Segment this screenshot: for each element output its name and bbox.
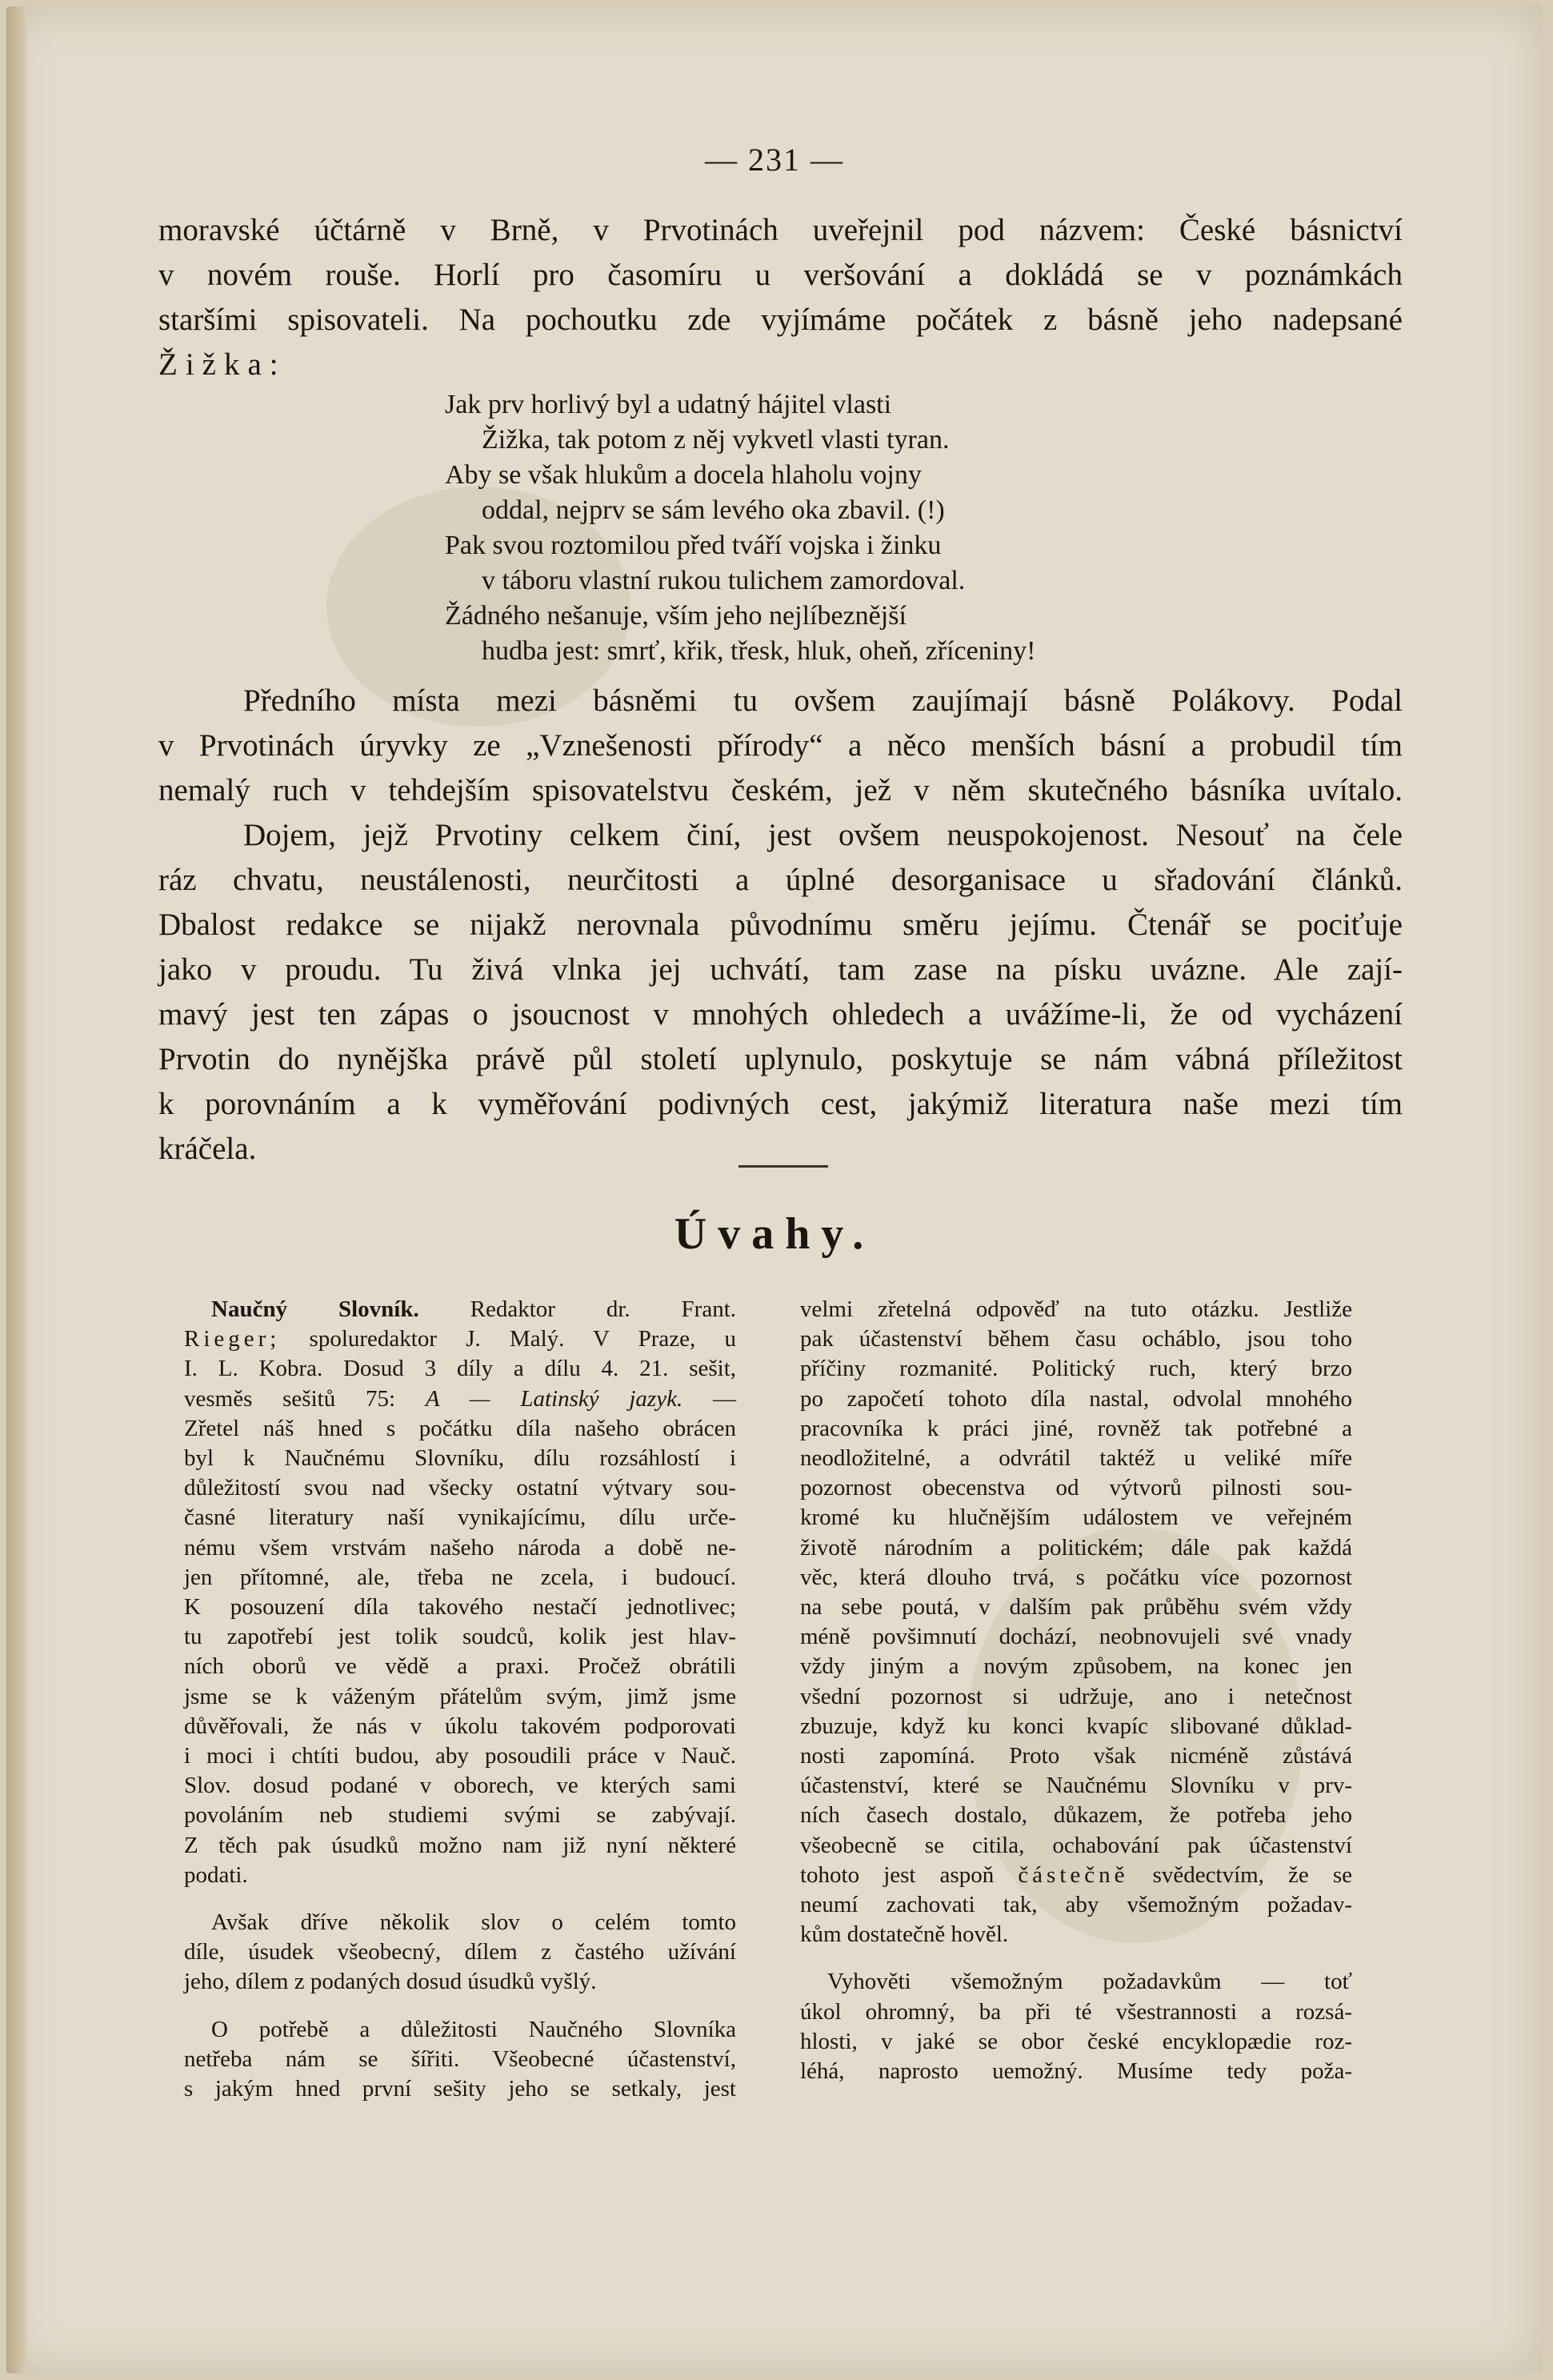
- text-line: Avšak dříve několik slov o celém tomto: [211, 1909, 736, 1936]
- text-line: zbuzuje, když ku konci kvapíc slibované důklad-: [800, 1713, 1352, 1739]
- text-span: —: [713, 1385, 736, 1412]
- text-span: částečně: [1018, 1861, 1129, 1888]
- text-line: v Prvotinách úryvky ze „Vznešenosti přírody“ a něco menších básní a probudil tím: [158, 728, 1403, 763]
- editor-name: Rieger;: [184, 1326, 281, 1352]
- text-line: K posouzení díla takového nestačí jednotlivec;: [184, 1594, 736, 1621]
- text-line: povoláním neb studiemi svými se zabývají.: [184, 1802, 736, 1829]
- text-line: příčiny rozmanité. Politický ruch, který brzo: [800, 1356, 1352, 1382]
- text-line: podati.: [184, 1861, 248, 1888]
- text-line: účastenství, které se Naučnému Slovníku v prv-: [800, 1773, 1352, 1799]
- paragraph-gap: [184, 1997, 736, 2015]
- paragraph-gap: [184, 1890, 736, 1908]
- text-line: tu zapotřebí jest tolik soudců, kolik jest hlav-: [184, 1624, 736, 1650]
- text-line: na sebe poutá, v dalším pak průběhu svém vždy: [800, 1594, 1352, 1621]
- text-line: neodložitelné, a odvrátil taktéž u veliké míře: [800, 1445, 1352, 1472]
- text-line: Vyhověti všemožným požadavkům — toť: [827, 1969, 1352, 1995]
- text-line: ních časech dostalo, důkazem, že potřeba jeho: [800, 1802, 1352, 1829]
- text-line: kům dostatečně hověl.: [800, 1921, 1009, 1948]
- page: [6, 6, 1543, 2374]
- text-line: [184, 1384, 736, 1414]
- text-span: tohoto jest aspoň: [800, 1861, 995, 1888]
- text-line: úkol ohromný, ba při té všestrannosti a rozsá-: [800, 1998, 1352, 2025]
- text-line: časné literatury naší vynikajícímu, dílu urče-: [184, 1505, 736, 1531]
- text-line: všední pozornost si udržuje, ano i netečnost: [800, 1683, 1352, 1709]
- poem-line: Žádného nešanuje, vším jeho nejlíbeznější: [445, 601, 907, 631]
- text-span: A — Latinský jazyk.: [425, 1385, 683, 1412]
- text-line: léhá, naprosto uemožný. Musíme tedy poža-: [800, 2058, 1352, 2085]
- intro-paragraph: [158, 208, 1403, 387]
- poem-line: hudba jest: smrť, křik, třesk, hluk, oheň, zříceniny!: [482, 636, 1036, 666]
- text-line: kromé ku hlučnějším událostem ve veřejném: [800, 1505, 1352, 1531]
- poem-line: Žižka, tak potom z něj vykvetl vlasti tyran.: [482, 425, 950, 455]
- paragraph-gap: [800, 1949, 1352, 1967]
- poem-line: oddal, nejprv se sám levého oka zbavil. (!): [482, 495, 945, 525]
- text-line: jako v proudu. Tu živá vlnka jej uchvátí, tam zase na písku uvázne. Ale zají-: [158, 952, 1403, 987]
- text-line: nému všem vrstvám našeho národa a době ne-: [184, 1534, 736, 1561]
- text-line: byl k Naučnému Slovníku, dílu rozsáhlostí i: [184, 1445, 736, 1472]
- text-line: Zřetel náš hned s počátku díla našeho obrácen: [184, 1415, 736, 1441]
- text-line: velmi zřetelná odpověď na tuto otázku. Jestliže: [800, 1296, 1352, 1322]
- text-line: ráz chvatu, neustálenosti, neurčitosti a úplné desorganisace u sřadování článků.: [158, 863, 1403, 897]
- text-line: méně povšimnutí dochází, neobnovujeli své vnady: [800, 1624, 1352, 1650]
- text-line: nosti zapomíná. Proto však nicméně zůstává: [800, 1743, 1352, 1769]
- text-span: svědectvím, že se: [1152, 1861, 1353, 1888]
- entry-title: Naučný Slovník.: [211, 1296, 419, 1322]
- text-line: moravské účtárně v Brně, v Prvotinách uveřejnil pod názvem: České básnictví: [158, 213, 1403, 247]
- text-line: Žižka:: [158, 347, 286, 382]
- text-line: v novém rouše. Horlí pro časomíru u veršování a dokládá se v poznámkách: [158, 258, 1403, 292]
- text-line: Slov. dosud podané v oborech, ve kterých sami: [184, 1773, 736, 1799]
- text-line: díle, úsudek všeobecný, dílem z častého užívání: [184, 1939, 736, 1965]
- section-title: Úvahy.: [674, 1209, 875, 1259]
- poem: [445, 387, 1245, 669]
- text-line: [184, 1324, 736, 1354]
- section-divider: [738, 1165, 828, 1168]
- poem-line: Jak prv horlivý byl a udatný hájitel vlasti: [445, 390, 892, 419]
- left-column: [184, 1295, 736, 2104]
- text-line: O potřebě a důležitosti Naučného Slovníka: [211, 2016, 736, 2042]
- poem-line: Pak svou roztomilou před tváří vojska i žinku: [445, 531, 942, 560]
- text-line: Prvotin do nynějška právě půl století uplynulo, poskytuje se nám vábná příležitost: [158, 1042, 1403, 1076]
- text-line: hlosti, v jaké se obor české encyklopædie roz-: [800, 2028, 1352, 2054]
- text-line: nemalý ruch v tehdejším spisovatelstvu českém, jež v něm skutečného básníka uvítalo.: [158, 773, 1403, 807]
- text-line: pracovníka k práci jiné, rovněž tak potřebné a: [800, 1415, 1352, 1441]
- right-column: [800, 1295, 1352, 2086]
- text-line: Předního místa mezi básněmi tu ovšem zaujímají básně Polákovy. Podal: [243, 683, 1403, 718]
- text-line: důležitostí svou nad všecky ostatní výtvary sou-: [184, 1475, 736, 1501]
- text-line: kráčela.: [158, 1132, 257, 1166]
- text-line: životě národním a politickém; dále pak každá: [800, 1534, 1352, 1561]
- page-number: — 231 —: [705, 142, 844, 178]
- text-line: vždy jiným a novým způsobem, na konec jen: [800, 1653, 1352, 1680]
- text-line: [800, 1861, 1352, 1890]
- text-span: Redaktor dr. Frant.: [470, 1296, 737, 1322]
- text-line: staršími spisovateli. Na pochoutku zde vyjímáme počátek z básně jeho nadepsané: [158, 303, 1403, 337]
- text-line: jsme se k váženým přátelům svým, jimž jsme: [184, 1683, 736, 1709]
- text-line: Dbalost redakce se nijakž nerovnala původnímu směru jejímu. Čtenář se pociťuje: [158, 908, 1403, 942]
- text-line: k porovnáním a k vyměřování podivných cest, jakýmiž literatura naše mezi tím: [158, 1087, 1403, 1121]
- text-line: jen přítomné, ale, třeba ne zcela, i budoucí.: [184, 1564, 736, 1590]
- text-line: mavý jest ten zápas o jsoucnost v mnohých ohledech a uvážíme-li, že od vycházení: [158, 997, 1403, 1032]
- text-line: Dojem, jejž Prvotiny celkem činí, jest ovšem neuspokojenost. Nesouť na čele: [243, 818, 1403, 852]
- text-line: po započetí tohoto díla nastal, odvolal mnohého: [800, 1385, 1352, 1412]
- text-line: pak účastenství během času ocháblo, jsou toho: [800, 1326, 1352, 1352]
- text-line: i moci i chtíti budou, aby posoudili práce v Nauč.: [184, 1743, 736, 1769]
- text-line: Z těch pak úsudků možno nam již nyní některé: [184, 1832, 736, 1858]
- text-line: věc, která dlouho trvá, s počátku více pozornost: [800, 1564, 1352, 1590]
- text-line: neumí zachovati tak, aby všemožným požadav-: [800, 1892, 1352, 1918]
- text-line: [184, 1295, 736, 1324]
- poem-line: Aby se však hlukům a docela hlaholu vojny: [445, 460, 922, 490]
- page-edge: [6, 6, 27, 2374]
- text-line: netřeba nám se šířiti. Všeobecné účastenství,: [184, 2045, 736, 2072]
- text-line: pozornost obecenstva od výtvorů pilnosti sou-: [800, 1475, 1352, 1501]
- text-line: důvěřovali, že nás v úkolu takovém podporovati: [184, 1713, 736, 1739]
- poem-line: v táboru vlastní rukou tulichem zamordoval.: [482, 566, 966, 595]
- body-paragraph: [158, 679, 1403, 1172]
- text-line: ních oborů ve vědě a praxi. Pročež obrátili: [184, 1653, 736, 1680]
- text-span: vesměs sešitů 75:: [184, 1385, 396, 1412]
- text-line: jeho, dílem z podaných dosud úsudků vyšlý.: [184, 1969, 597, 1995]
- text-line: s jakým hned první sešity jeho se setkaly, jest: [184, 2076, 736, 2102]
- text-span: spoluredaktor J. Malý. V Praze, u: [309, 1326, 736, 1352]
- text-line: I. L. Kobra. Dosud 3 díly a dílu 4. 21. sešit,: [184, 1356, 736, 1382]
- text-line: všeobecně se citila, ochabování pak účastenství: [800, 1832, 1352, 1858]
